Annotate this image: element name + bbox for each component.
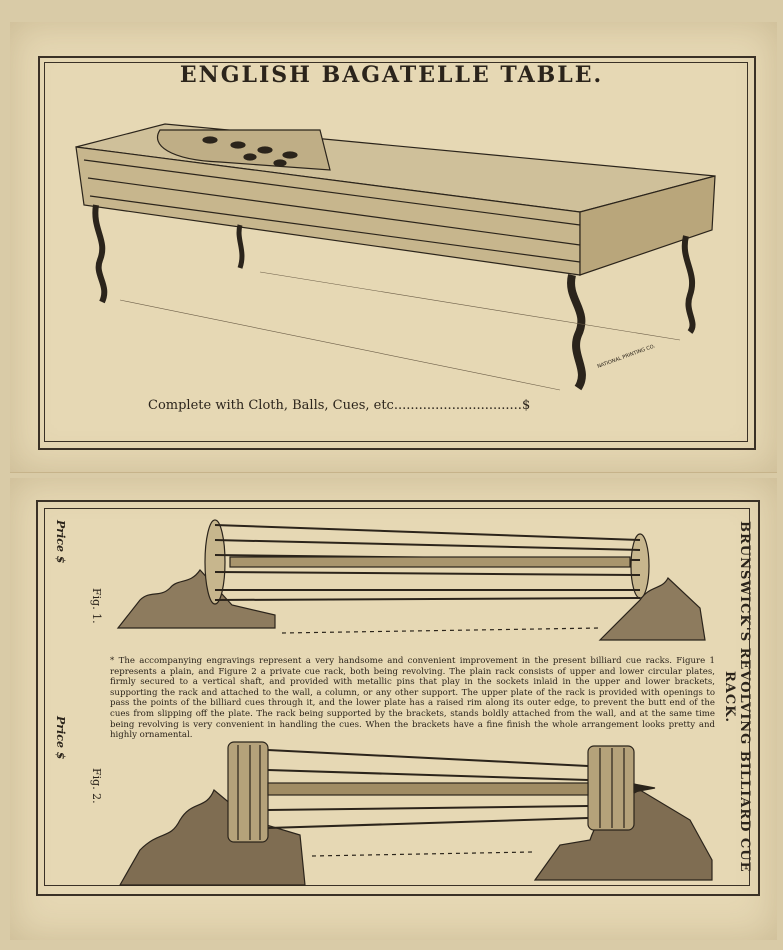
price-label-1: Price $	[54, 520, 67, 564]
fig-2-label: Fig. 2.	[90, 768, 103, 804]
page-title: ENGLISH BAGATELLE TABLE.	[179, 62, 604, 88]
caption-text: Complete with Cloth, Balls, Cues, etc.	[148, 398, 398, 413]
side-title: BRUNSWICK'S REVOLVING BILLIARD CUE RACK.	[722, 521, 752, 873]
engraver-mark: NATIONAL PRINTING CO.	[596, 343, 657, 370]
price-label-2: Price $	[54, 716, 67, 760]
caption-leader: ..............................	[397, 398, 522, 413]
fig-1-label: Fig. 1.	[90, 588, 103, 624]
caption-price-sign: $	[521, 398, 531, 413]
description-text: * The accompanying engravings represent a very handsome and convenient improvement in the present billiard cue racks. Figure 1 represents a plain, and Figure 2 a private cue rack, both being revolving. The plain rack consists of upper and lower circular plates, firmly secured to a vertical shaft, and provided with metallic pins that play in the sockets inlaid in the upper and lower brackets, supporting the rack and attached to the wall, a column, or any other support. The upper plate of the rack is provided with openings to pass the points of the billiard cues through it, and the lower plate has a raised rim along its outer edge, to prevent the butt end of the cues from slipping off the plate. The rack being supported by the brackets, stands boldly attached from the wall, and at the same time being revolving is very convenient in handling the cues. When the brackets have a fine finish the whole arrangement looks pretty and highly ornamental.	[110, 656, 715, 741]
